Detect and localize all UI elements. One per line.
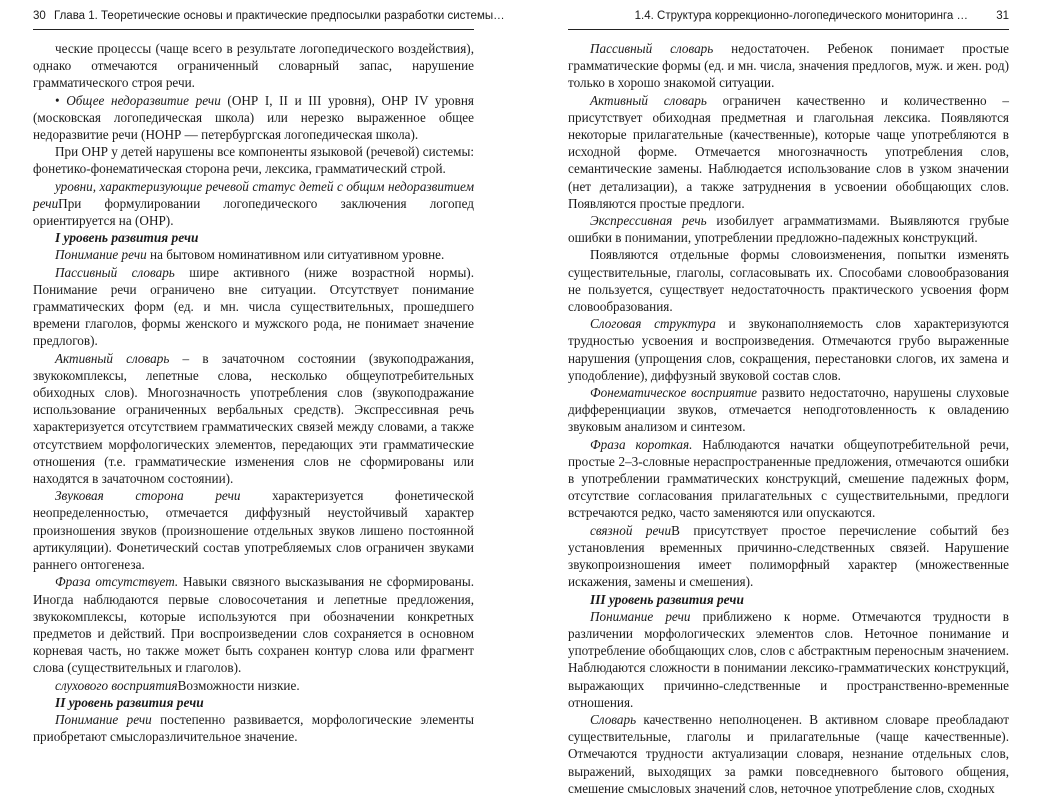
italic-term: Активный словарь <box>55 350 170 366</box>
section-heading: II уровень развития речи <box>55 694 204 710</box>
paragraph-text: характеризуется фонетической неопределенностью, отмечается диффузный неустойчивый характер произношения звуков (произношение отдельных звуков лишено постоянной артикуляции). Фонетический состав употребляемых слов ограничен звуками раннего онтогенеза. <box>33 488 474 573</box>
left-page <box>33 0 505 745</box>
italic-term: Звуковая сторона речи <box>55 488 241 504</box>
paragraph-text: качественно неполноценен. В активном словаре преобладают существительные, глаголы и прилагательные (чаще качественные). Отмечаются трудности актуализации словаря, незнание отдельных слов, выражений, выходящих за рамки повседневного бытового общения, смешение смысловых значений слов, неточное употребление слов, сходных <box>568 711 1009 796</box>
paragraph-text: Наблюдаются начатки общеупотребительной речи, простые 2–3-словные нераспространенные предложения, отмечаются ошибки в употреблении грамматических конструкций, смешение падежных форм, отсутствие согласования прилагательных с существительными, предлоги встречаются редко, часто заменяются или опускаются. <box>568 436 1009 521</box>
paragraph-text: шире активного (ниже возрастной нормы). Понимание речи ограничено вне ситуации. Отсутствует понимание грамматических форм (ед. и мн. числа существительных, прошедшего времени глаголов, формы женского и мужского рода, не понимает значение предлогов). <box>33 264 474 349</box>
paragraph-text: ограничен качественно и количественно – присутствует обиходная предметная и глагольная лексика. Появляются некоторые прилагательные (качественные), которые чаще употребляются в исходной форме. Отмечается многозначность употребления слов, семантические замены. Наблюдается использование слов в узком значении (нет детализации), а также затруднения в усвоении обобщающих слов. Появляются простые предлоги. <box>568 92 1009 211</box>
paragraph <box>33 246 474 263</box>
paragraph <box>568 522 1009 591</box>
paragraph <box>568 246 1009 315</box>
paragraph-text: Навыки связного высказывания не сформированы. Иногда наблюдаются первые словосочетания и лепетные предложения, звукокомплексы, которые используются при обозначении конкретных предметов и действий. При воспроизведении слов сохраняется в основном корневая часть, но также может быть сохранен контур слова или фрагмент слова (существительных и глаголов). <box>33 574 475 676</box>
paragraph-text: – в зачаточном состоянии (звукоподражания, звукокомплексы, лепетные слова, несколько общеупотребительных обиходных слов). Многозначность употребления слов (звукоподражание использование ограниченных вербальных средств). Экспрессивная речь характеризуется отсутствием грамматических связей между словами, а также отсутствием морфологических элементов, передающих эти грамматические отношения (т.е. грамматические изменения слов не сформированы или находятся в зачаточном состоянии). <box>33 350 475 487</box>
header-rule-right <box>568 29 1009 30</box>
paragraph <box>568 40 1009 92</box>
paragraph <box>33 40 474 92</box>
italic-term: слухового восприятия <box>55 677 178 693</box>
paragraph-text: недостаточен. Ребенок понимает простые грамматические формы (ед. и мн. числа, значения предлогов, муж. и жен. род) только в хорошо знакомой ситуации. <box>568 41 1009 91</box>
paragraph-text: приближено к норме. Отмечаются трудности в различении морфологических элементов слов. Неточное понимание и употребление обобщающих слов, слов с абстрактным переносным значением. Наблюдаются сложности в понимании лексико-грамматических конструкций, выражающих причинно-следственные и пространственно-временные отношения. <box>568 608 1009 710</box>
paragraph <box>33 264 474 350</box>
italic-term: Словарь <box>590 711 637 727</box>
paragraph <box>568 92 1009 212</box>
paragraph-text: на бытовом номинативном или ситуативном уровне. <box>146 247 445 263</box>
paragraph-text: ческие процессы (чаще всего в результате логопедического воздействия), однако отмечаются ограниченный словарный запас, нарушение грамматического строя речи. <box>33 41 474 91</box>
italic-term: Понимание речи <box>55 247 147 263</box>
paragraph <box>568 608 1009 711</box>
running-header-right <box>568 8 1009 24</box>
page-number-left: 30 <box>33 10 46 22</box>
italic-term: Понимание речи <box>55 711 152 727</box>
page-number-right: 31 <box>996 10 1009 22</box>
italic-term: Пассивный словарь <box>55 264 175 280</box>
paragraph <box>568 212 1009 246</box>
section-heading: I уровень развития речи <box>55 230 199 246</box>
italic-term: уровни, характеризующие речевой статус детей с общим недоразвитием речи <box>33 178 474 211</box>
paragraph-text: постепенно развивается, морфологические элементы приобретают смыслоразличительное значение. <box>33 711 474 745</box>
paragraph-text: В <box>671 522 694 538</box>
header-rule-left <box>33 29 474 30</box>
paragraph <box>33 92 474 144</box>
paragraph-text-tail: присутствует простое перечисление событий без установления временных причинно-следственных связей. Нарушение звукопроизношения имеет полиморфный характер (множественные искажения, замены и смешения). <box>568 522 1009 590</box>
paragraph-text: и звуконаполняемость слов характеризуются трудностью усвоения и воспроизведения. Отмечаются грубо выраженные нарушения (упрощения слов, сокращения, перестановки слогов, их замена и уподобление), диффузный звуковой состав слов. <box>568 316 1009 383</box>
paragraph-text: Возможности <box>177 677 258 693</box>
paragraph <box>33 573 474 676</box>
paragraph <box>33 487 474 573</box>
bullet-marker: • <box>55 92 67 108</box>
body-text-right <box>568 40 1009 797</box>
paragraph-text-tail: (ОНР). <box>135 213 174 229</box>
italic-term: Фраза отсутствует. <box>55 574 179 590</box>
running-header-left <box>33 8 505 24</box>
italic-term: Фонематическое восприятие <box>590 385 758 401</box>
paragraph-text: развито недостаточно, нарушены слуховые дифференциации звуков, отмечается неподготовленность к овладению звуковым анализом и синтезом. <box>568 385 1009 435</box>
paragraph <box>568 315 1009 384</box>
paragraph <box>568 436 1009 522</box>
running-title-left: Глава 1. Теоретические основы и практические предпосылки разработки системы… <box>54 10 505 22</box>
paragraph-text: (ОНР I, II и III уровня), ОНР IV уровня (московская логопедическая школа) или нерезко выраженное общее недоразвитие речи (НОНР — петербургская логопедическая школа). <box>33 92 474 143</box>
italic-term: Слоговая структура <box>590 316 716 332</box>
paragraph <box>33 677 474 694</box>
italic-term: связной речи <box>590 522 672 538</box>
italic-term: Фраза короткая. <box>590 436 693 452</box>
italic-term: Пассивный словарь <box>590 41 714 56</box>
paragraph-text: Появляются отдельные формы словоизменения, попытки изменять существительные, глаголы, согласовывать их. Способами словообразования не пользуется, существует недостаточность практического усвоения форм словообразования. <box>568 247 1009 315</box>
paragraph <box>33 711 474 745</box>
italic-term: Активный словарь <box>590 92 707 108</box>
italic-term: Понимание речи <box>590 608 691 624</box>
paragraph <box>568 384 1009 436</box>
right-page <box>568 0 1009 796</box>
section-heading: III уровень развития речи <box>590 591 744 607</box>
paragraph <box>568 711 1009 797</box>
paragraph-text: изобилует аграмматизмами. Выявляются грубые ошибки в понимании, употреблении предложно-падежных конструкций. <box>568 213 1009 246</box>
italic-term: Общее недоразвитие речи <box>66 92 221 108</box>
paragraph <box>33 143 474 177</box>
paragraph-text-tail: низкие. <box>257 677 300 693</box>
paragraph <box>33 178 474 230</box>
paragraph-text: При ОНР у детей нарушены все компоненты языковой (речевой) системы: фонетико-фонематическая сторона речи, лексика, грамматический строй. <box>33 144 474 177</box>
paragraph <box>33 350 474 488</box>
paragraph-text: При формулировании логопедического заключения логопед ориентируется на <box>33 195 474 229</box>
italic-term: Экспрессивная речь <box>590 213 707 229</box>
running-title-right: 1.4. Структура коррекционно-логопедического мониторинга … <box>634 10 968 22</box>
body-text-left <box>33 40 474 745</box>
